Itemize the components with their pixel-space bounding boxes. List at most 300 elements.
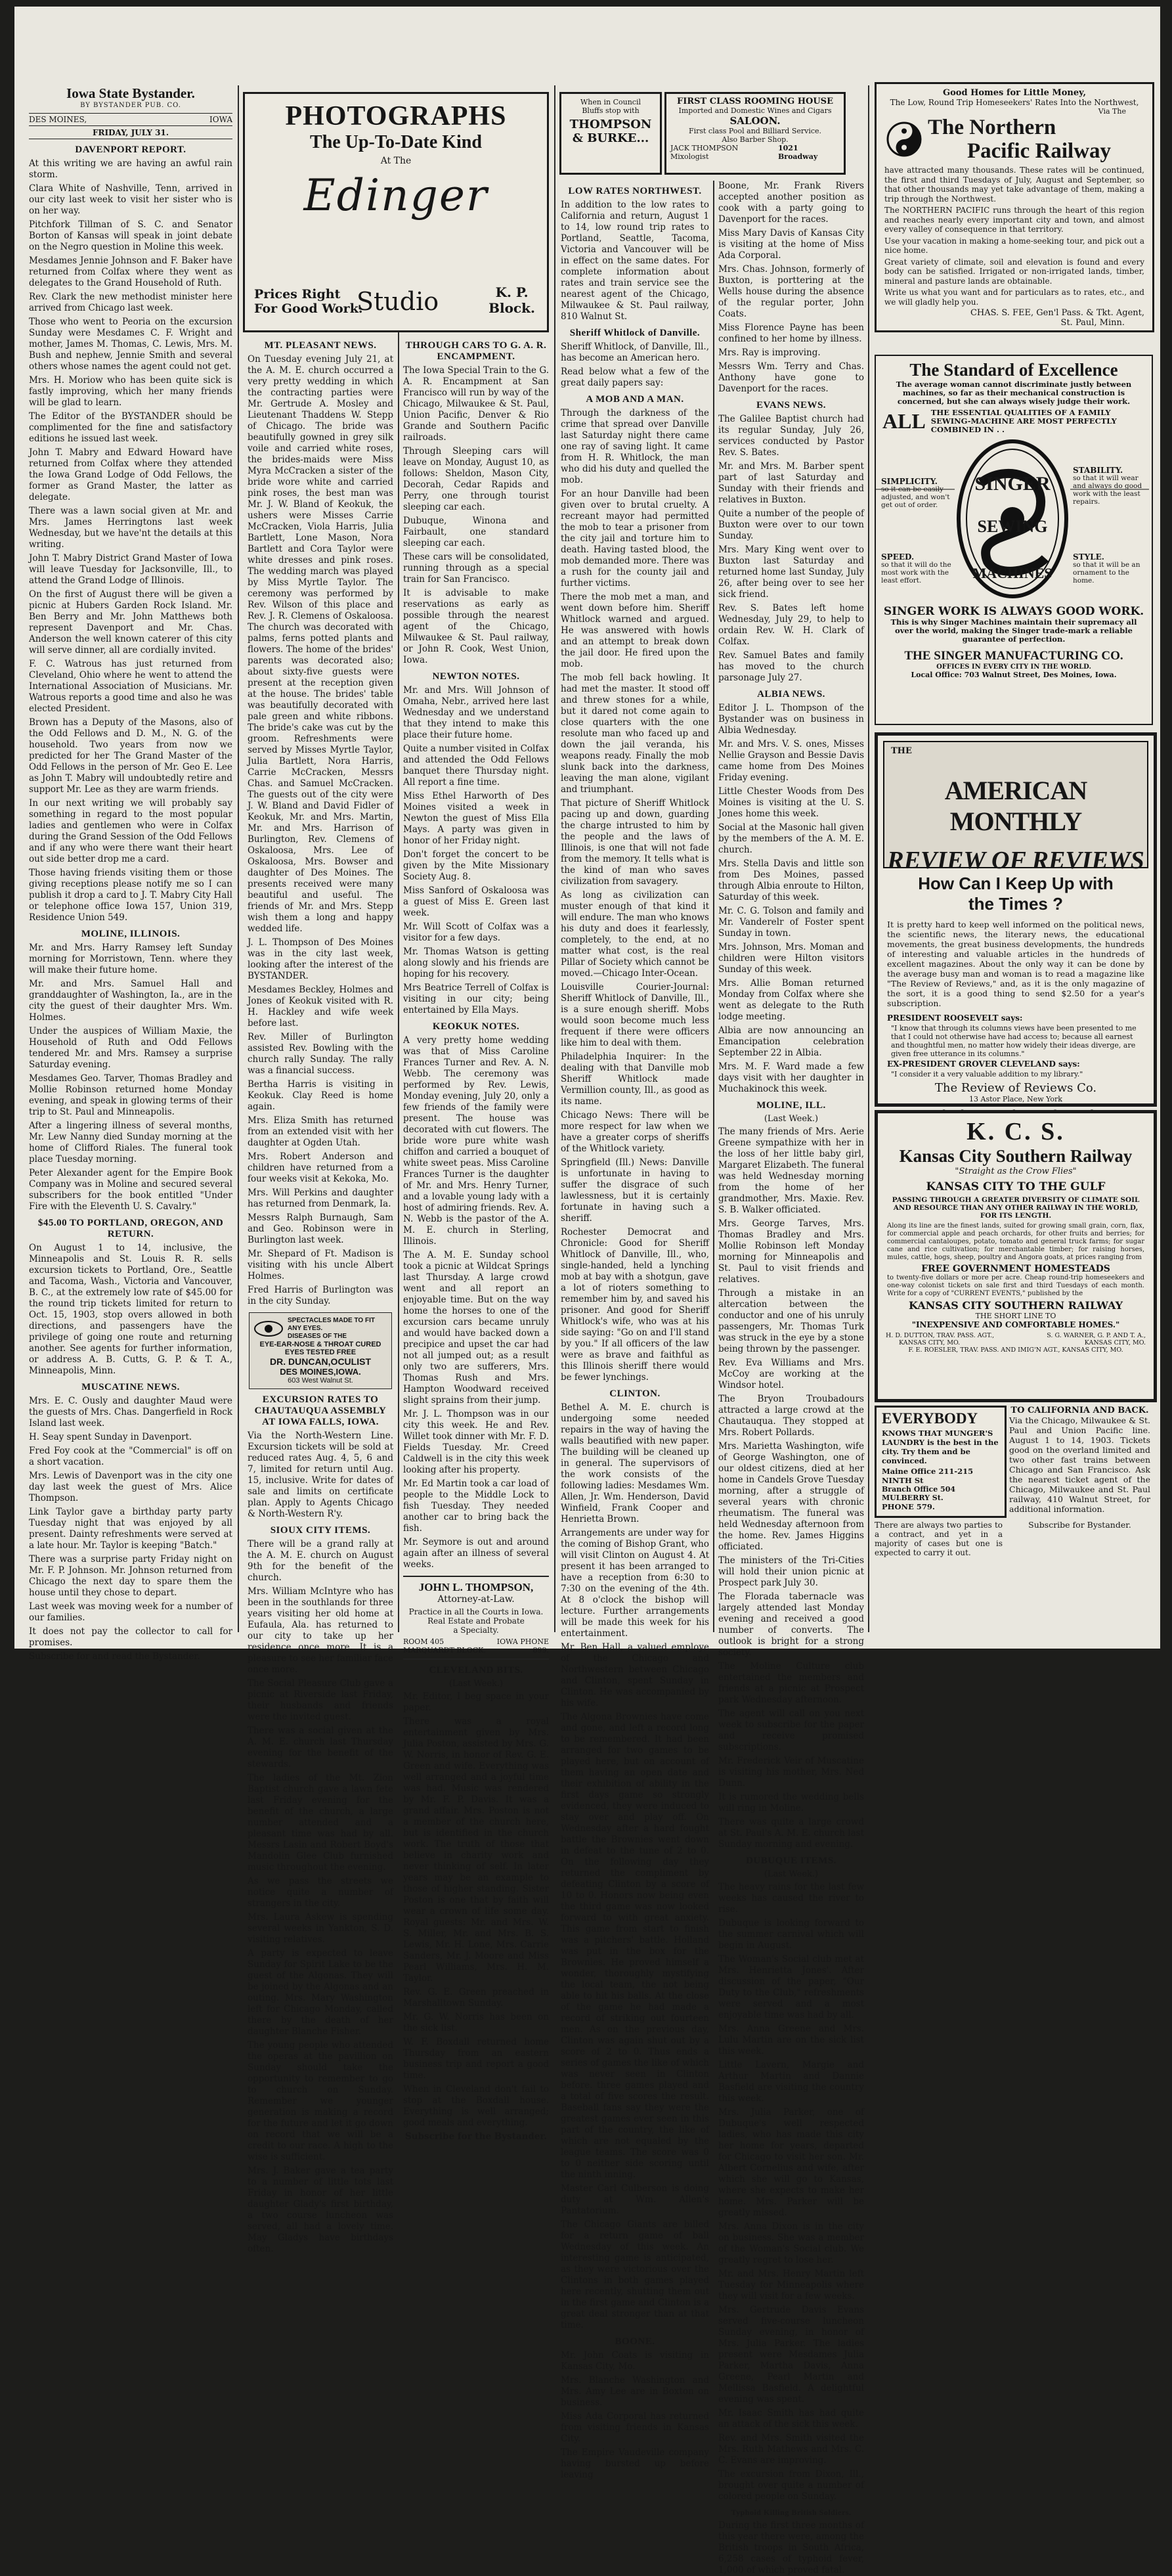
- moline-article: [29, 943, 232, 1212]
- review-address: 13 Astor Place, New York: [969, 1095, 1062, 1103]
- california-text: Via the Chicago, Milwaukee & St. Paul and Union Pacific line. August 1 to 14, 1903. Tickets good on the overland limited and two other fast trains between Chicago and San Francisco. Ask the nearest ticket agent of the Chicago, Milwaukee and St. Paul railway, 410 Walnut Street, for additional information.: [1009, 1415, 1150, 1514]
- paragraph: Master Carl Culberson is doing duty at Wm. Allen's Pantatorium.: [561, 2183, 709, 2216]
- singer-subtitle: The average woman cannot discriminate justly between machines, so far as their mechanical construction is concerned, but she can always wisely judge their work.: [896, 380, 1132, 406]
- california-article: [1009, 1406, 1150, 1533]
- oculist-line-3: EYE-EAR-NOSE & THROAT CURED: [259, 1341, 381, 1348]
- dubuque-header: DUBUQUE ITEMS.: [746, 1855, 836, 1866]
- singer-stability-text: so that it will wear and always do good work with the least repairs.: [1073, 474, 1142, 506]
- singer-title: The Standard of Excellence: [909, 360, 1118, 380]
- paragraph: At this writing we are having an awful rain storm.: [29, 158, 232, 180]
- paragraph: The Iowa Special Train to the G. A. R. Encampment at San Francisco will run by way of the Chicago, Milwaukee & St. Paul, Union Pacific, Denver & Rio Grande and Southern Pacific railroads.: [403, 365, 549, 443]
- paragraph: Editor J. L. Thompson of the Bystander was on business in Albia Wednesday.: [718, 703, 864, 736]
- kcs-motto: "INEXPENSIVE AND COMFORTABLE HOMES.": [911, 1320, 1120, 1329]
- paragraph: The Woman's Social club met at Mrs. Henrietta Jones'. After discussion of the paper, "Our Duty to the Club," refreshments were served and a most enjoyable time was had by all.: [718, 1954, 864, 2020]
- moline-ill-subheader: (Last Week.): [764, 1114, 819, 1124]
- oculist-line-2: DISEASES OF THE: [288, 1333, 347, 1340]
- photo-ad-at: At The: [380, 156, 412, 166]
- singer-speed-label: SPEED.: [881, 552, 915, 562]
- oculist-line-1: SPECTACLES MADE TO FIT ANY EYES.: [288, 1317, 375, 1332]
- saloon-address: 1021 Broadway: [777, 144, 818, 161]
- kcs-agent-1-city: KANSAS CITY, MO.: [899, 1339, 961, 1346]
- np-body-4: Great variety of climate, soil and elevation is found and every body can be satisfied. Irrigated or non-irrigated lands, timber, mineral and pasture lands are obtainable.: [884, 257, 1144, 286]
- paragraph: Dubuque, Winona and Fairbault, one standard sleeping car each.: [403, 516, 549, 548]
- paragraph: Mrs. Blanche Washington and Mrs. Amy Lee are in Boxton on business.: [561, 2375, 709, 2408]
- paragraph: Fred Harris of Burlington was in the city Sunday.: [248, 1285, 393, 1306]
- singer-offices: OFFICES IN EVERY CITY IN THE WORLD.: [936, 663, 1091, 671]
- oculist-line-4: EYES TESTED FREE: [284, 1348, 357, 1356]
- paragraph: The Chicago Giants are billed for a return game of ball Wednesday of this week. An interesting game is anticipated, as they were victorious over the Clintons in both games played here recently, shutting them out in the first game and Clinton is a great deal stronger than at that time.: [561, 2219, 709, 2330]
- paragraph: The agent will call on you next week to subscribe for the paper and receive promised subscriptions.: [718, 1708, 864, 1752]
- paragraph: Rochester Democrat and Chronicle: Good for Sheriff Whitlock of Danville, Ill., who, single-handed, held a lynching mob at bay with a shotgun, gave a lot of rioters something to remember him by, and saved his prisoner. And good for Sheriff Whitlock's wife, who was at his side saying: "Go on and I'll stand by you." If all officers of the law were as brave and faithful as this Illinois sheriff there would be fewer lynchings.: [561, 1227, 709, 1383]
- attorney-specialty: Real Estate and Probate: [427, 1616, 525, 1626]
- singer-company: THE SINGER MANUFACTURING CO.: [904, 649, 1123, 663]
- paragraph: There was a surprise party Friday night on Mr. F. P. Johnson. Mr. Johnson returned from Chicago the next day to spare them the house until they chose to depart.: [29, 1554, 232, 1598]
- paragraph: Miss Ada Corporal has returned from visiting friends in Kansas City.: [561, 2411, 709, 2444]
- column-1: [29, 85, 232, 1662]
- paragraph: Quite a number of the people of Buxton were over to our town Sunday.: [718, 508, 864, 541]
- np-signature-2: St. Paul, Minn.: [1060, 317, 1125, 328]
- paragraph: Mr. C. G. Tolson and family and Mr. Vanderelr of Foster spent Sunday in town.: [718, 906, 864, 939]
- attorney-phone: 899.: [532, 1646, 549, 1654]
- davenport-header: DAVENPORT REPORT.: [75, 144, 186, 155]
- paragraph: Mrs. Ray is improving.: [718, 347, 821, 358]
- singer-simplicity-label: SIMPLICITY.: [881, 477, 938, 486]
- singer-all-text: THE ESSENTIAL QUALITIES OF A FAMILY SEWING-MACHINE ARE MOST PERFECTLY COMBINED IN . .: [930, 408, 1117, 434]
- saloon-ad: [664, 92, 846, 175]
- muscatine-header: MUSCATINE NEWS.: [81, 1382, 180, 1392]
- oculist-ad: [249, 1312, 392, 1389]
- paragraph: Mrs. J. Baker gave a tea party to a number of little tots last Friday in honor of her little daughter Glady's first birthday, a two course luncheon was served, all had a lovely time. May Gladys have birthdays often.: [248, 2165, 393, 2254]
- paragraph: The excursion from Dixon, Ill., brought over quite a number of colored people on Sunday.: [718, 2469, 864, 2502]
- singer-simplicity: [881, 477, 955, 509]
- paragraph: There was a lawn social given at Mr. and Mrs. James Herringtons last week Wednesday, but we have'nt the details at this writing.: [29, 506, 232, 550]
- kcs-body: Along its line are the finest lands, suited for growing small grain, corn, flax, for commercial apple and peach orchards, for other fruits and berries; for commercial cantaloupes, potato, tomato and general truck farms; for sugar cane and rice cultivation; for merchantable timber; for raising horses, mules, cattle, hogs, sheep, poultry and Angora goats, at prices ranging from: [887, 1222, 1144, 1261]
- muscatine-article: [29, 1396, 232, 1662]
- singer-good-work: SINGER WORK IS ALWAYS GOOD WORK.: [883, 605, 1144, 618]
- paragraph: Arrangements are under way for the coming of Bishop Grant, who will visit Clinton on August 4. At present it has been arranged to have a reception from 6:30 to 7:30 on the evening of the 4th. At 8 o'clock the bishop will lecture. Further arrangements will be made this week for his entertainment.: [561, 1528, 709, 1639]
- singer-local-office: Local Office: 703 Walnut Street, Des Moines, Iowa.: [911, 671, 1117, 679]
- np-body-5: Write us what you want and for particulars as to rates, etc., and we will gladly help you.: [884, 288, 1144, 307]
- singer-simplicity-text: so it can be easily adjusted, and won't get out of order.: [881, 485, 950, 509]
- attorney-specialty-2: a Specialty.: [453, 1626, 499, 1635]
- paragraph: Mr. Frederick Veir of Muscatine is visiting his mother, Mrs. Ned Dunn.: [718, 1756, 864, 1788]
- paragraph: Brown has a Deputy of the Masons, also of the Odd Fellows and D. M., N. G. of the household. Two years from now we predicted for her The Grand Master of the Odd Fellows in the person of Mr. Geo E. Lee as John T. Mabry will undoubtedly retire and support Mr. Lee as they are warm friends.: [29, 717, 232, 795]
- paragraph: John T. Mabry and Edward Howard have returned from Colfax where they attended the Iowa Grand Lodge of Odd Fellows, the former as Grand Master, the latter as delegate.: [29, 447, 232, 502]
- paragraph: Albia are now announcing an Emancipation celebration September 22 in Albia.: [718, 1025, 864, 1058]
- paragraph: Those having friends visiting them or those giving receptions please notify me so I can publish it drop a card to J. T. Mabry City Hall or telephone office Iowa 157, Union 319, Residence Union 549.: [29, 868, 232, 923]
- paragraph: Rev. and Mrs. Smith visited the Mrs. Ruth Mathews and Mrs. C. C. Evans are improving.: [718, 2433, 864, 2466]
- paragraph: Mrs. Will Perkins and daughter has returned from Denmark, Ia.: [248, 1188, 393, 1209]
- slogan-line-2: For Good Work.: [254, 301, 363, 316]
- paragraph: On the first of August there will be given a picnic at Hubers Garden Rock Island. Mr. Ben Berry and Mr. John Matthews both represent Davenport and Mr. Chas. Anderson the well known caterer of this city will serve dinner, all are cordially invited.: [29, 589, 232, 655]
- kcs-agent-2-city: KANSAS CITY, MO.: [1084, 1339, 1146, 1346]
- kcs-free-homesteads: FREE GOVERNMENT HOMESTEADS: [921, 1264, 1110, 1274]
- review-of-reviews-ad: [875, 732, 1157, 1107]
- singer-style: [1073, 553, 1146, 585]
- laundry-line-1: KNOWS THAT MUNGER'S LAUNDRY is the best in the city. Try them and be convinced.: [882, 1429, 999, 1465]
- paragraph: Mr. Isaac Smith has had quite an attack of the sick this week.: [718, 2408, 864, 2430]
- paragraph: Mrs. George Tarves, Mrs. Thomas Bradley and Mrs. Mollie Robinson left Monday morning for Minneapolis and St. Paul to visit friends and relatives.: [718, 1218, 864, 1285]
- column-3: [403, 335, 549, 2142]
- singer-style-label: STYLE.: [1073, 552, 1104, 562]
- column-rule: [554, 85, 555, 1632]
- paragraph: Fred Foy cook at the "Commercial" is off on a short vacation.: [29, 1446, 232, 1467]
- column-4: [561, 181, 709, 2480]
- review-title-1: AMERICAN MONTHLY: [944, 776, 1087, 836]
- evans-header: EVANS NEWS.: [756, 400, 827, 411]
- saloon-footer: [666, 144, 844, 161]
- paragraph: Those who went to Peoria on the excursion Sunday were Mesdames C. F. Wright and mother, James M. Thomas, C. Lewis, Mrs. M. Bush and nephew, Jennie Smith and several others whose names the agent could not get.: [29, 317, 232, 372]
- paragraph: Mrs. Mary King went over to Buxton last Saturday and returned home last Sunday, July 26, after being over to see her sick friend.: [718, 544, 864, 600]
- photographs-ad: [243, 92, 549, 332]
- paragraph: In our next writing we will probably say something in regard to the most popular ladies and gentlemen who were in Colfax during the Grand Session of the Odd Fellows and if any who were there want their heart out side better drop me a card.: [29, 798, 232, 864]
- kcs-route: KANSAS CITY TO THE GULF: [926, 1180, 1106, 1193]
- paragraph: Mr. and Mrs. V. S. ones, Misses Nellie Grayson and Bessie Davis came home from Des Moines Friday evening.: [718, 739, 864, 783]
- paragraph: The Social Pleasure Club gave a picnic at Riverside last Friday, their husbands and friends were the invited guest.: [248, 1678, 393, 1722]
- paragraph: Mrs. Eliza Smith has returned from an extended visit with her daughter at Ogden Utah.: [248, 1115, 393, 1148]
- paragraph: Chicago News: There will be more respect for law when we have a greater corps of sheriffs of the Whitlock variety.: [561, 1110, 709, 1154]
- paragraph: Mrs. Stella Davis and little son from Des Moines, passed through Albia enroute to Hilton, Saturday of this week.: [718, 858, 864, 902]
- paragraph: The Algona Brownies have come and gone, and left a record long to be remembered. It had been arranged for two games to be played here, but on account of them having an open date and their exhibition of ability in the first days game so strongly evidenced, they were induced to stay over and play off. On Wednesday after a hard fought battle the Brownies went down in defeat to the tune of 2 to 0. On the following day they returned the compliment by defeating Clinton by a score of 10 to 0. Honors now being even the third game was now looked forward to with great anxiety. This game from start to finish was a pitchers' battle. Holland was put in the box for the Brownies. He proved himself a wonder, thoroughly mystifying the local team, the not being able to hit his balls. At the close of the game he had made a record of striking out fourteen men. As on the previous day, Clinton was again shut out by a score of 2 to 0. Thus ends a series of games the like of which was never seen in Clinton before. three games played and a total of five scores the result. Baseball fans say they were the greatest games ever seen in this part of the country, the like of which are not equaled by the league teams. The score was 0 to 0 neither side scoring until the ninth inning.: [561, 1712, 709, 2180]
- paragraph: Bertha Harris is visiting in Keokuk. Clay Reed is home again.: [248, 1079, 393, 1112]
- moline-ill-header: MOLINE, ILL.: [756, 1100, 826, 1111]
- paragraph: That picture of Sheriff Whitlock pacing up and down, guarding the charge intrusted to him by the people and the laws of Illinois, is one that will not fade from the memory. It tells what is the kind of man who saves civilization from savagery.: [561, 798, 709, 887]
- newton-header: NEWTON NOTES.: [432, 671, 520, 682]
- kcs-name-2: KANSAS CITY SOUTHERN RAILWAY: [908, 1299, 1123, 1312]
- california-header: TO CALIFORNIA AND BACK.: [1010, 1406, 1149, 1415]
- paragraph: Rev. G. E. Green preached in Marshalltown Sunday.: [403, 1987, 549, 2009]
- yin-yang-icon: [886, 121, 922, 158]
- oculist-top: [253, 1317, 387, 1341]
- laundry-phone: PHONE 579.: [882, 1502, 935, 1511]
- paragraph: Mr. J. L. Thompson was in our city this week. He and Rev. Willet took dinner with Mr. F. D. Fields Tuesday. Mr. Creed Caldwell is in the city this week looking after his property.: [403, 1409, 549, 1475]
- paragraph: W. F. Boxdall returned home Thursday from an eastern business trip and report a good time.: [403, 2037, 549, 2081]
- paragraph: It is advisable to make reservations as early as possible through the nearest agent of the Chicago, Milwaukee & St. Paul railway, or John R. Cook, West Union, Iowa.: [403, 588, 549, 665]
- block-line-1: K. P.: [495, 284, 529, 300]
- paragraph: Mrs. Anna Greene and Mrs. Lulu Martin are on the sick list this week.: [718, 2024, 864, 2056]
- singer-wordmark-2: [957, 517, 1068, 537]
- paragraph: Mr. G. W. Norris has been on the sick list.: [403, 2012, 549, 2033]
- mt-pleasant-header: MT. PLEASANT NEWS.: [264, 340, 377, 351]
- singer-stability-label: STABILITY.: [1073, 466, 1123, 475]
- paragraph: Bethel A. M. E. church is undergoing some needed repairs in the way of having the walls beautified with new paper. The building will be cleaned up in general. The supervisors of the work consists of the following ladies: Mesdames Wm. Allen, Jr. Wm. Henderson, David Winfield, Frank Cooper and Henrietta Brown.: [561, 1402, 709, 1524]
- thompson-line-1: When in Council: [580, 98, 641, 106]
- paragraph: Mr. and Mrs. Henry Martin left Tuesday for Minneapolis where they will visit for a few weeks.: [718, 2269, 864, 2301]
- review-cleveland-quote: "I consider it a very valuable addition to my library.": [891, 1070, 1083, 1078]
- laundry-title: EVERYBODY: [882, 1410, 978, 1427]
- kcs-agent-1: H. D. DUTTON, TRAV. PASS. AGT.,: [886, 1332, 995, 1339]
- paragraph: The ministers of the Tri-Cities will hold their union picnic at Prospect park July 30.: [718, 1555, 864, 1588]
- column-rule: [713, 181, 714, 1632]
- paragraph: Mesdames Beckley, Holmes and Jones of Keokuk visited with R. H. Hackley and wife week before last.: [248, 985, 393, 1029]
- paragraph: Springfield (Ill.) News: Danville is unfortunate in having to suffer the disgrace of such lawlessness, but it is certainly fortunate in having such a sheriff.: [561, 1157, 709, 1224]
- boone-header: BOONE.: [615, 2336, 655, 2347]
- paragraph: Under the auspices of William Maxie, the Household of Ruth and Odd Fellows tendered Mr. and Mrs. Ramsey a surprise Saturday evening.: [29, 1026, 232, 1070]
- np-body-3: Use your vacation in making a home-seeking tour, and pick out a nice home.: [884, 236, 1144, 255]
- paragraph: Mesdames Jennie Johnson and F. Baker have returned from Colfax where they went as delegates to the Grand Household of Ruth.: [29, 255, 232, 288]
- paragraph: Peter Alexander agent for the Empire Book Company was in Moline and secured several subscribers for the book entitled "Under Fire with the Eleventh U. S. Cavalry.": [29, 1168, 232, 1212]
- low-rates-header: LOW RATES NORTHWEST.: [568, 186, 702, 196]
- paragraph: The Florada tabernacle was largely attended last Monday evening and received a good number of converts. The outlook is bright for a strong society.: [718, 1591, 864, 1658]
- paragraph: Mrs. William McIntyre who has been in the southlands for three years visiting her old home at Eufaula, Ala. has returned to our city to take up her residence once more. It is a pleasure to see her familiar face once more.: [248, 1586, 394, 1675]
- paragraph: Messrs Wm. Terry and Chas. Anthony have gone to Davenport for the races.: [718, 361, 864, 394]
- singer-style-text: so that it will be an ornament to the home.: [1073, 561, 1140, 585]
- attorney-phone-label: IOWA PHONE: [496, 1637, 549, 1646]
- paragraph: There was quite a large crowd at St. Paul's A. M. E. church last Sunday morning and evening.: [718, 1817, 864, 1850]
- masthead-publisher: BY BYSTANDER PUB. CO.: [80, 102, 181, 109]
- kcs-agent-2: S. G. WARNER, G. P. AND T. A.,: [1047, 1332, 1146, 1339]
- paragraph: The young people who attended the operas at the pavillion on Sunday should take the opportunity to remember to go to church on Sunday. Remember we younger generation is making a record for the future and let it go down on record that we will be a credit to our race. A high to the wise is sufficient.: [248, 2040, 393, 2162]
- paragraph: Mr. Thomas Watson is getting along slowly and his friends are hoping for his recovery.: [403, 946, 549, 979]
- masthead-city: DES MOINES,: [29, 115, 87, 124]
- paragraph: Mesdames Geo. Tarver, Thomas Bradley and Mollie Robinson returned home Monday evening, and speak in glowing terms of their trip to St. Paul and Minneapolis.: [29, 1073, 232, 1117]
- photo-ad-block: [488, 284, 535, 316]
- paragraph: After a lingering illness of several months, Mr. Lew Nanny died Sunday morning at the home of Clifford Riales. The funeral took place Tuesday morning.: [29, 1121, 232, 1165]
- laundry-office-1: Maine Office 211-215 NINTH St: [882, 1467, 974, 1485]
- singer-logo-1: SINGER: [974, 473, 1051, 495]
- paragraph: Mrs. Robert Anderson and children have returned from a four weeks visit at Kekoka, Mo.: [248, 1151, 393, 1184]
- photo-ad-subline: The Up-To-Date Kind: [310, 132, 482, 152]
- singer-logo-2: SEWING: [977, 517, 1048, 536]
- attorney-block: MARQUARDT BLOCK.: [403, 1646, 486, 1654]
- oculist-address: 603 West Walnut St.: [288, 1377, 353, 1385]
- paragraph: There will be a grand rally at the A. M. E. church on August 9th for the benefit of the church.: [248, 1539, 393, 1583]
- singer-ad: [875, 355, 1153, 725]
- saloon-mixologist: JACK THOMPSON Mixologist: [670, 144, 739, 161]
- excursion-header: EXCURSION RATES TO CHAUTAUQUA ASSEMBLY AT IOWA FALLS, IOWA.: [254, 1394, 387, 1427]
- review-the: THE: [891, 746, 912, 756]
- paragraph: Mrs. E. C. Ously and daughter Maud were the guests of Mrs. Chas. Dangerfield in Rock Island last week.: [29, 1396, 232, 1429]
- paragraph: It does not pay the collector to call for promises.: [29, 1626, 232, 1648]
- np-body-2: The NORTHERN PACIFIC runs through the heart of this region and reaches nearly every important city and town, and almost every valley of consequence in that territory.: [884, 206, 1144, 234]
- paragraph: Through Sleeping cars will leave on Monday, August 10, as follows: Sheldon, Mason City, Decorah, Cedar Rapids and Perry, one through tourist sleeping car each.: [403, 446, 549, 512]
- paragraph: Don't forget the concert to be given by the Mite Missionary Society Aug. 8.: [403, 849, 549, 882]
- kcs-tagline: "Straight as the Crow Flies": [955, 1166, 1077, 1176]
- masthead-dateline: [29, 113, 232, 126]
- paragraph: Messrs Ralph Burnaugh, Sam and Geo. Robinson were in Burlington last week.: [248, 1212, 393, 1245]
- attorney-name: JOHN L. THOMPSON,: [418, 1581, 534, 1593]
- keokuk-header: KEOKUK NOTES.: [432, 1021, 520, 1032]
- column-rule: [868, 85, 869, 1632]
- paragraph: Mrs. Marietta Washington, wife of George Washington, one of our oldest citizens, died at her home in Candels Grove Tuesday morning, after a struggle of several years with chronic rheumatism. The funeral was held Wednesday afternoon from the home. Rev. James Higgins officiated.: [718, 1441, 864, 1552]
- burke-name: & BURKE...: [572, 131, 649, 145]
- review-question-1: How Can I Keep Up with: [918, 874, 1114, 893]
- paragraph: The heavy rains for the last few weeks has caused the river to rise.: [718, 1882, 864, 1915]
- paragraph: Rev. Miller of Burlington assisted Rev. Bowling with the church rally Sunday. The rally was a financial success.: [248, 1032, 393, 1076]
- paragraph: Clara White of Nashville, Tenn, arrived in our city last week to visit her sister who is on her way.: [29, 183, 232, 216]
- dubuque-subheader: (Last Week.): [764, 1869, 819, 1879]
- paragraph: The Moline Culture club entertained the members and friends at a picnic at Prospect park Wednesday afternoon.: [718, 1661, 864, 1705]
- paragraph: For an hour Danville had been given over to brutal cruelty. A recreant mayor had permitted the mob to tear a prisoner from the city jail and torture him to death. Having tasted blood, the mob demanded more. There was a rush for the county jail and further victims.: [561, 489, 709, 588]
- paragraph: Mrs. H. Moriow who has been quite sick is fastly improving, which her many friends will be glad to learn.: [29, 375, 232, 408]
- photo-ad-slogan: [254, 287, 362, 316]
- block-line-2: Block.: [488, 300, 535, 316]
- review-question-2: the Times ?: [968, 894, 1063, 914]
- np-body: [877, 163, 1152, 330]
- paragraph: Rev. S. Bates left home Wednesday, July 29, to help to ordain Rev. W. H. Clark of Colfax.: [718, 603, 864, 647]
- paragraph: The ladies of the Mt. Zion Baptist church gave a lawn fete last Friday evening for the benefit of the church, a large number attended and a pleasant time was had by all. Messrs Lasin and Robert Boyd's Mandolin Glee Club furnished music throughout the evening.: [248, 1773, 393, 1873]
- thompson-name: THOMPSON: [569, 118, 652, 131]
- paragraph: F. C. Watrous has just returned from Cleveland, Ohio where he went to attend the International Association of Musicians. Mr. Watrous reports a good time and also he was elected President.: [29, 659, 232, 714]
- paragraph: Mr. Shepard of Ft. Madison is visiting with his uncle Albert Holmes.: [248, 1249, 393, 1281]
- paragraph: Mrs. Julia Parker, one of Dubuque's well respected ladies, who has made this city her home for years, departed for Chicago to visit her son. Mr. Albert Cornelius and wife, after which she will go to Kansas, where she expects to make her home. Mrs. Parker will be greatly missed.: [718, 2107, 864, 2218]
- paragraph: Mrs. Laura Askew is spending several weeks in Yankton, S. D. visiting relatives.: [248, 1912, 393, 1945]
- saloon-word: SALOON.: [729, 115, 781, 127]
- kcs-name: Kansas City Southern Railway: [899, 1146, 1133, 1166]
- review-roosevelt-label: PRESIDENT ROOSEVELT says:: [887, 1013, 1023, 1023]
- attorney-title: Attorney-at-Law.: [437, 1594, 515, 1605]
- paragraph: Louisville Courier-Journal: Sheriff Whitlock of Danville, Ill., is a sure enough sheriff. Mobs would soon become much less frequent if there were officers like him to deal with them.: [561, 982, 709, 1048]
- paragraph: The Galilee Baptist church had its regular Sunday, July 26, services conducted by Pastor Rev. S. Bates.: [718, 414, 864, 458]
- singer-maintain: This is why Singer Machines maintain their supremacy all over the world, making the Singer trade-mark a reliable guarantee of perfection.: [890, 617, 1137, 644]
- gar-header: THROUGH CARS TO G. A. R. ENCAMPMENT.: [405, 340, 547, 362]
- paragraph: Little Lavern, Margie and Arthur Martin and Dannie Basfield are visiting the country this week.: [718, 2060, 864, 2104]
- paragraph: As we pass the streets we notice quite a number of strangers in the city.: [248, 1876, 393, 1909]
- saloon-title: FIRST CLASS ROOMING HOUSE: [677, 97, 833, 106]
- paragraph: When in Cleveland don't fail to stop at the Boxdall house. Everything is well arranged; good meals and everything.: [403, 2084, 549, 2128]
- singer-all-row: [876, 406, 1152, 437]
- mob-header: A MOB AND A MAN.: [586, 394, 684, 405]
- review-publisher: The Review of Reviews Co.: [934, 1081, 1097, 1095]
- paragraph: A party is expected to leave Sunday for Spirit Lake to be the guest of the Algonas. They will be joined by the Algonas and an outing. Mrs. Mary Washington left for Chicago Monday, called there by the death of her daughter Blanche Fisher.: [248, 1948, 393, 2037]
- paragraph: There the mob met a man, and went down before him. Sheriff Whitlock warned and argued. He was answered with howls and an attempt to break down the jail door. He fired upon the mob.: [561, 592, 709, 669]
- paragraph: Read below what a few of the great daily papers say:: [561, 366, 709, 388]
- paragraph: Social at the Masonic hall given by the members of the A. M. E. church.: [718, 822, 864, 855]
- paragraph: The mob fell back howling. It had met the master. It stood off and threw stones for a while, but it dared not come again to close quarters with the one resolute man who faced up and down the jail veranda, his weapons ready. Finally the mob slunk back into the darkness, leaving the man alone, vigilant and triumphant.: [561, 673, 709, 795]
- paragraph: Mr. and Mrs. Samuel Hall and granddaughter of Washington, Ia., are in the city the guest of their daughter Mrs. Wm. Holmes.: [29, 979, 232, 1023]
- np-title-row: [877, 116, 1152, 163]
- paragraph: H. Seay spent Sunday in Davenport.: [29, 1432, 192, 1442]
- albia-header: ALBIA NEWS.: [757, 689, 825, 700]
- clinton-header: CLINTON.: [609, 1388, 661, 1399]
- paragraph: J. L. Thompson of Des Moines was in the city last week, looking after the interest of the BYSTANDER.: [248, 937, 393, 981]
- paragraph: Subscribe for the Bystander.: [404, 2131, 547, 2142]
- kcs-body-2: to twenty-five dollars or more per acre. Cheap round-trip homeseekers and one-way colonist tickets on sale first and third Tuesdays of each month. Write for a copy of "CURRENT EVENTS," published by the: [887, 1274, 1144, 1297]
- thompson-line-2: Bluffs stop with: [582, 106, 640, 115]
- portland-header: $45.00 TO PORTLAND, OREGON, AND RETURN.: [37, 1218, 224, 1239]
- saloon-line-5: Also Barber Shop.: [722, 135, 789, 144]
- masthead-title: Iowa State Bystander.: [66, 85, 195, 101]
- column-2: [248, 335, 394, 2254]
- attorney-room: ROOM 405: [403, 1637, 445, 1646]
- paragraph: Mr. John Coats is visiting in Kansas City, Mo.: [561, 2350, 709, 2372]
- paragraph: Mr. Will Scott of Colfax was a visitor for a few days.: [403, 922, 549, 943]
- review-cleveland-label: EX-PRESIDENT GROVER CLEVELAND says:: [887, 1059, 1080, 1069]
- saloon-line-4: First class Pool and Billiard Service.: [688, 127, 822, 135]
- review-masthead: [883, 741, 1148, 874]
- moline-header: MOLINE, ILLINOIS.: [81, 929, 181, 939]
- paragraph: Mr. and Mrs. Harry Ramsey left Sunday morning for Morristown, Tenn. where they will make their future home.: [29, 943, 232, 975]
- paragraph: Mrs. Allie Boman returned Monday from Colfax where she went as delegate to the Ruth lodge meeting.: [718, 978, 864, 1022]
- thompson-burke-ad: [559, 92, 662, 175]
- typhoid-header: Typhoid Killing British Soldiers.: [731, 2508, 852, 2517]
- contract-note: There are always two parties to a contract, and yet in a majority of cases but one is expected to carry it out.: [875, 1521, 1003, 1557]
- paragraph: Mrs. Gertrude Davis Evans served five-course luncheon Sunday evening, in honor of Mrs. Julia Parker. The ladies present were Mesdames Julia Parker, Martha Davis, Anna Greene, Pearl Martin and Mellissa Basfield. A delightful evening was spent.: [718, 2305, 864, 2405]
- paragraph: Miss Mary Davis of Kansas City is visiting at the home of Miss Ada Corporal.: [718, 228, 864, 261]
- paragraph: Miss Ethel Harworth of Des Moines visited a week in Newton the guest of Miss Ella Mays. A party was given in honor of her Friday night.: [403, 791, 549, 846]
- paragraph: The Empire Vaudeville company having bursted up before leaving: [561, 2447, 709, 2480]
- paragraph: Little Chester Woods from Des Moines is visiting at the U. S. Jones home this week.: [718, 786, 864, 819]
- davenport-article: [29, 158, 232, 923]
- low-rates-article: In addition to the low rates to California and return, August 1 to 14, low round trip rates to Portland, Seattle, Tacoma, Victoria and Vancouver will be in effect on the same dates. For complete information about rates and train service see the nearest agent of the Chicago, Milwaukee & St. Paul railway, 810 Walnut St.: [561, 200, 709, 322]
- eye-icon: [253, 1319, 284, 1339]
- column-rule: [238, 85, 239, 1632]
- paragraph: Mrs. Chas. Johnson, formerly of Buxton, is porttering at the Wells house during the absence of the regular porter, John Coats.: [718, 264, 864, 319]
- sheriff-header: Sheriff Whitlock of Danville.: [569, 328, 701, 338]
- kcs-agents: [878, 1329, 1154, 1346]
- typhoid-article: During the first three months of this year there were, among the British troops in South Africa, 6,258 cases of typhoid fever, 1,000 of which proved fatal.: [718, 2520, 864, 2575]
- masthead-date: FRIDAY, JULY 31.: [29, 128, 232, 139]
- review-body: It is pretty hard to keep well informed on the political news, the scientific news, the literary news, the educational movements, the great business developments, the hundreds of interesting and valuable articles in the hundreds of excellent magazines. About the only way it can be done by the average busy man and woman is to read a magazine like "The Review of Reviews," and, as it is the only magazine of the sort, it is a good thing to send $2.50 for a year's subscription.: [887, 920, 1144, 1008]
- paragraph: Miss Florence Payne has been confined to her home by illness.: [718, 322, 864, 344]
- column-rule: [398, 332, 399, 1632]
- laundry-office-2: Branch Office 504 MULBERRY St.: [882, 1485, 956, 1502]
- review-roosevelt-quote: "I know that through its columns views have been presented to me that I could not otherwise have had access to; because all earnest and thoughtful men, no matter how widely their ideas diverge, are given free utterance in its columns.": [891, 1024, 1137, 1058]
- newspaper-page: [14, 7, 1160, 2575]
- np-top-1: Good Homes for Little Money,: [943, 88, 1086, 98]
- paragraph: Rev. Clark the new methodist minister here arrived from Chicago last week.: [29, 292, 232, 313]
- kcs-short-line: THE SHORT LINE TO: [975, 1312, 1056, 1320]
- paragraph: The many friends of Mrs. Aerie Greene sympathize with her in the loss of her little baby girl, Margaret Elizabeth. The funeral was held Wednesday morning from the home of her grandmother, Mrs. Maxie. Rev. S. B. Walker officiated.: [718, 1126, 864, 1215]
- masthead-state: IOWA: [209, 115, 232, 124]
- paragraph: Mr. Ben Hall, a valued employe of the Chicago and Northwestern between Chicago and Clinton, spent Sunday in Clinton. He was accompanied by his wife.: [561, 1642, 709, 1708]
- oculist-city: DES MOINES,IOWA.: [280, 1367, 361, 1377]
- cleveland-subheader: (Last Week.): [448, 1679, 504, 1689]
- paragraph: Link Taylor gave a birthday party party Tuesday night that was enjoyed by all present. Dainty refreshments were served at a late hour. Mr. Taylor is keeping "Batch.": [29, 1507, 232, 1551]
- np-signature-1: CHAS. S. FEE, Gen'l Pass. & Tkt. Agent,: [970, 308, 1144, 318]
- studio-script-logo: Edinger: [303, 170, 488, 221]
- paragraph: Sheriff Whitlock, of Danville, Ill., has become an American hero.: [561, 342, 709, 363]
- paragraph: A very pretty home wedding was that of Miss Caroline Frances Turner and Rev. A. N. Webb. The ceremony was performed by Rev. Lewis, Monday evening, July 20, only a few friends of the family were present. The house was decorated with cut flowers. The bride wore pure white wash chiffon and carried a bouquet of white sweet peas. Miss Caroline Frances Turner is the daughter of Mr. and Mrs. Henry Turner, and a lovable young lady with a host of admiring friends. Rev. A. N. Webb is the pastor of the A. M. E. church in Sterling, Illinois.: [403, 1035, 549, 1247]
- photo-ad-headline: PHOTOGRAPHS: [285, 101, 507, 131]
- paragraph: Through a mistake in an altercation between the conductor and one of his unruly passengers, Mr. Thomas Turk was struck in the eye by a stone being thrown by the passenger.: [718, 1288, 864, 1354]
- paragraph: Subscribe for and read the Bystander.: [29, 1651, 200, 1662]
- paragraph: Dubuque is looking forward to the summer carnival which will begin in August.: [718, 1918, 864, 1951]
- singer-logo-3: MACHINES: [972, 565, 1053, 581]
- np-top-2: The Low, Round Trip Homeseekers' Rates Into the Northwest,: [890, 98, 1139, 107]
- saloon-line-2: Imported and Domestic Wines and Cigars: [678, 106, 832, 115]
- northern-pacific-ad: [875, 82, 1154, 332]
- np-via: Via The: [1098, 107, 1126, 116]
- paragraph: These cars will be consolidated, running through as a special train for San Francisco.: [403, 552, 549, 585]
- kcs-body-heading: PASSING THROUGH A GREATER DIVERSITY OF CLIMATE SOIL AND RESOURCE THAN ANY OTHER RAILWAY IN THE WORLD, FOR ITS LENGTH.: [892, 1196, 1140, 1220]
- paragraph: Mrs. Johnson, Mrs. Moman and children were Hilton visitors Sunday of this week.: [718, 942, 864, 975]
- paragraph: Miss Sanford of Oskaloosa was a guest of Miss E. Green last week.: [403, 885, 549, 918]
- paragraph: As long as civilization can muster enough of that kind it will endure. The man who knows his duty and does it fearlessly, completely, to the end, at no matter what cost, is the real Pillar of Society which cannot be moved.—Chicago Inter-Ocean.: [561, 890, 709, 979]
- paragraph: Mr. Seymore is out and around again after an illness of several weeks.: [403, 1537, 549, 1570]
- slogan-line-1: Prices Right: [254, 287, 341, 301]
- singer-all: ALL: [882, 409, 926, 433]
- paragraph: Quite a number visited in Colfax and attended the Odd Fellows banquet there Thursday night. All report a fine time.: [403, 744, 549, 788]
- paragraph: There was a social given at the A. M. E. church last Thursday evening for the benefit of the stewards.: [248, 1725, 393, 1769]
- paragraph: Philadelphia Inquirer: In the dealing with that Danville mob Sheriff Whitlock made Vermillion county, Ill., as good as its name.: [561, 1052, 709, 1107]
- singer-wordmark: [957, 473, 1068, 495]
- paragraph: Pitchfork Tillman of S. C. and Senator Borton of Kansas will speak in joint debate on the Negro question in Moline this week.: [29, 219, 232, 252]
- np-name-2: Pacific Railway: [967, 139, 1112, 163]
- paragraph: Mrs. Anna Dixon is in the city on business. She was a member of the Woman's Social club. We greatly regret to lose her.: [718, 2221, 864, 2265]
- paragraph: Mrs Beatrice Terrell of Colfax is visiting in our city; being entertained by Ella Mays.: [403, 983, 549, 1015]
- np-body-1: have attracted many thousands. These rates will be continued, the first and third Tuesdays of July, August and September, so that other thousands may yet take advantage of them, making a trip through the Northwest.: [884, 166, 1144, 204]
- sioux-city-header: SIOUX CITY ITEMS.: [270, 1525, 371, 1536]
- review-title-2: REVIEW OF REVIEWS: [887, 847, 1144, 874]
- paragraph: Mr. Ed Martin took a car load of people to the Middle Lock to fish Tuesday. They needed another car to bring back the fish.: [403, 1478, 549, 1534]
- paragraph: Through the darkness of the crime that spread over Danville last Saturday night there came one ray of saving light. It came from H. R. Whitlock, the man who did his duty and quelled the mob.: [561, 408, 709, 485]
- attorney-contact: [403, 1637, 549, 1654]
- column-5: [718, 181, 864, 2575]
- np-name-1: The Northern: [928, 116, 1056, 139]
- subscribe-note: Subscribe for Bystander.: [1028, 1520, 1131, 1530]
- paragraph: The Editor of the BYSTANDER should be complimented for the fine and satisfactory editions he issued last week.: [29, 411, 232, 444]
